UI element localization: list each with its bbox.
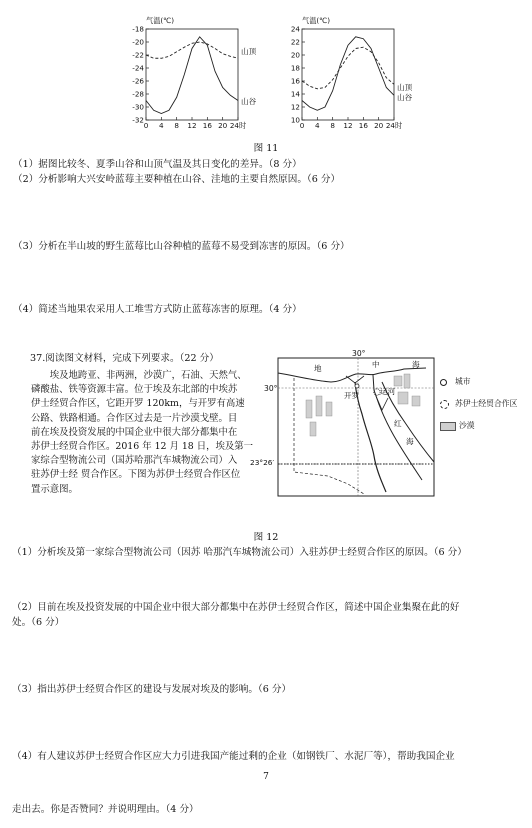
map-legend xyxy=(440,376,532,432)
series-label: 山谷 xyxy=(397,93,413,102)
mediterranean-coast xyxy=(278,368,426,382)
lat-label-30: 30° xyxy=(264,384,278,393)
plot-frame xyxy=(302,29,394,120)
y-tick-label: -18 xyxy=(132,24,144,34)
x-tick-label: 12 xyxy=(343,121,353,130)
y-axis-label: 气温(℃) xyxy=(146,16,175,25)
series-line-shanding xyxy=(302,47,394,89)
y-axis-label: 气温(℃) xyxy=(302,16,331,25)
y-tick-label: 16 xyxy=(290,76,300,86)
red-sea-label-hai: 海 xyxy=(406,437,414,446)
legend-zone xyxy=(440,398,532,410)
desert-patch xyxy=(310,422,316,436)
nile-river xyxy=(355,382,386,492)
series-line-shangu xyxy=(302,37,394,110)
red-sea-label-hong: 红 xyxy=(394,419,402,428)
question-37-title: 37.阅读图文材料，完成下列要求。（22 分） xyxy=(30,353,219,364)
x-tick-label: 16 xyxy=(358,121,368,130)
sea-label-di: 地 xyxy=(314,364,322,373)
x-tick-label: 4 xyxy=(315,121,320,130)
x-tick-label: 24时 xyxy=(385,121,403,130)
x-tick-label: 8 xyxy=(330,121,335,130)
series-label: 山谷 xyxy=(241,97,257,106)
material-line: 伊士经贸合作区，它距开罗 120km，与开罗有高速 xyxy=(31,398,245,410)
y-tick-label: 14 xyxy=(290,89,300,99)
y-tick-label: 22 xyxy=(290,37,300,47)
y-tick-label: 20 xyxy=(290,50,300,60)
cairo-label: 开罗 xyxy=(344,391,360,400)
x-tick-label: 20 xyxy=(374,121,384,130)
x-tick-label: 24时 xyxy=(229,121,247,130)
y-tick-label: 12 xyxy=(290,102,300,112)
series-label: 山顶 xyxy=(241,47,257,56)
desert-icon xyxy=(440,422,456,431)
y-tick-label: -26 xyxy=(132,76,144,86)
x-tick-label: 12 xyxy=(187,121,197,130)
question-4: （4）简述当地果农采用人工堆雪方式防止蓝莓冻害的原理。（4 分） xyxy=(13,304,302,315)
lon-label-30: 30° xyxy=(352,349,366,358)
subquestion-3: （3）指出苏伊士经贸合作区的建设与发展对埃及的影响。（6 分） xyxy=(12,684,292,695)
y-tick-label: 10 xyxy=(290,115,300,125)
city-icon xyxy=(440,379,447,386)
legend-desert xyxy=(440,420,532,432)
sea-label-zhong: 中 xyxy=(372,360,380,369)
material-line: 公路、铁路相通。合作区过去是一片沙漠戈壁。目 xyxy=(31,412,238,424)
y-tick-label: -20 xyxy=(132,37,144,47)
desert-patch xyxy=(412,396,420,406)
legend-city xyxy=(440,376,532,388)
material-line: 驻苏伊士经 贸合作区。下图为苏伊士经贸合作区位 xyxy=(31,469,241,481)
map-frame xyxy=(278,358,434,496)
y-tick-label: -24 xyxy=(132,63,144,73)
sinai-peninsula xyxy=(376,396,388,410)
zone-icon xyxy=(440,400,449,409)
subquestion-4-line1: （4）有人建议苏伊士经贸合作区应大力引进我国产能过剩的企业（如钢铁厂、水泥厂等），帮助我国企业 xyxy=(12,751,455,762)
series-label: 山顶 xyxy=(397,83,413,92)
figure-11-caption: 图 11 xyxy=(253,143,279,154)
figure-12-map xyxy=(264,349,436,500)
desert-patch xyxy=(316,396,322,416)
y-tick-label: -30 xyxy=(132,102,144,112)
question-2: （2）分析影响大兴安岭蓝莓主要种植在山谷、洼地的主要自然原因。（6 分） xyxy=(13,174,341,185)
legend-city-label: 城市 xyxy=(455,377,471,386)
sea-label-hai: 海 xyxy=(412,360,420,369)
desert-patch xyxy=(326,402,332,416)
y-tick-label: 24 xyxy=(290,24,300,34)
y-tick-label: -28 xyxy=(132,89,144,99)
x-tick-label: 4 xyxy=(159,121,164,130)
question-3: （3）分析在半山坡的野生蓝莓比山谷种植的蓝莓不易受到冻害的原因。（6 分） xyxy=(13,241,350,252)
y-tick-label: -22 xyxy=(132,50,144,60)
x-tick-label: 16 xyxy=(202,121,212,130)
legend-zone-label: 苏伊士经贸合作区 xyxy=(455,399,518,408)
figure-11-left-chart xyxy=(120,14,270,134)
desert-areas xyxy=(306,374,420,436)
material-line: 苏伊士经贸合作区。2016 年 12 月 18 日，埃及第一 xyxy=(31,441,253,453)
desert-patch xyxy=(398,392,408,404)
y-tick-label: -32 xyxy=(132,115,144,125)
material-line: 前在埃及投资发展的中国企业中很大部分都集中在 xyxy=(31,426,238,438)
material-line: 置示意图。 xyxy=(31,483,78,495)
cairo-city-marker xyxy=(355,384,359,388)
desert-patch xyxy=(394,376,402,386)
desert-patch xyxy=(306,400,312,418)
series-line-shangu xyxy=(146,37,238,114)
subquestion-4-line2: 走出去。你是否赞同？并说明理由。（4 分） xyxy=(12,804,199,815)
canal-label: 运河 xyxy=(380,387,396,396)
suez-canal xyxy=(373,375,376,396)
x-tick-label: 0 xyxy=(143,121,149,130)
question-1: （1）据图比较冬、夏季山谷和山顶气温及其日变化的差异。（8 分） xyxy=(13,159,302,170)
question-37-material xyxy=(31,369,271,497)
x-tick-label: 0 xyxy=(299,121,305,130)
plot-frame xyxy=(146,29,238,120)
series-line-shanding xyxy=(146,42,238,58)
legend-desert-label: 沙漠 xyxy=(459,421,475,430)
figure-11-right-chart xyxy=(276,14,426,134)
subquestion-2-line1: （2）目前在埃及投资发展的中国企业中很大部分都集中在苏伊士经贸合作区，简述中国企业集聚在此的好 xyxy=(12,602,460,613)
subquestion-1: （1）分析埃及第一家综合型物流公司（因苏 哈那汽车城物流公司）入驻苏伊士经贸合作区的原因。（6 分） xyxy=(12,547,467,558)
desert-patch xyxy=(404,374,410,388)
material-line: 磷酸盐、铁等资源丰富。位于埃及东北部的中埃苏 xyxy=(31,384,238,396)
lat-label-tropic: 23°26′ xyxy=(250,458,275,467)
subquestion-2-line2: 处。（6 分） xyxy=(12,617,65,628)
material-line: 埃及地跨亚、非两洲，沙漠广，石油、天然气、 xyxy=(49,370,247,381)
y-tick-label: 18 xyxy=(290,63,300,73)
material-line: 家综合型物流公司（国苏哈那汽车城物流公司）入 xyxy=(31,455,238,467)
x-tick-label: 8 xyxy=(174,121,179,130)
page-number: 7 xyxy=(263,772,269,782)
x-tick-label: 20 xyxy=(218,121,228,130)
figure-12-caption: 图 12 xyxy=(253,532,279,543)
